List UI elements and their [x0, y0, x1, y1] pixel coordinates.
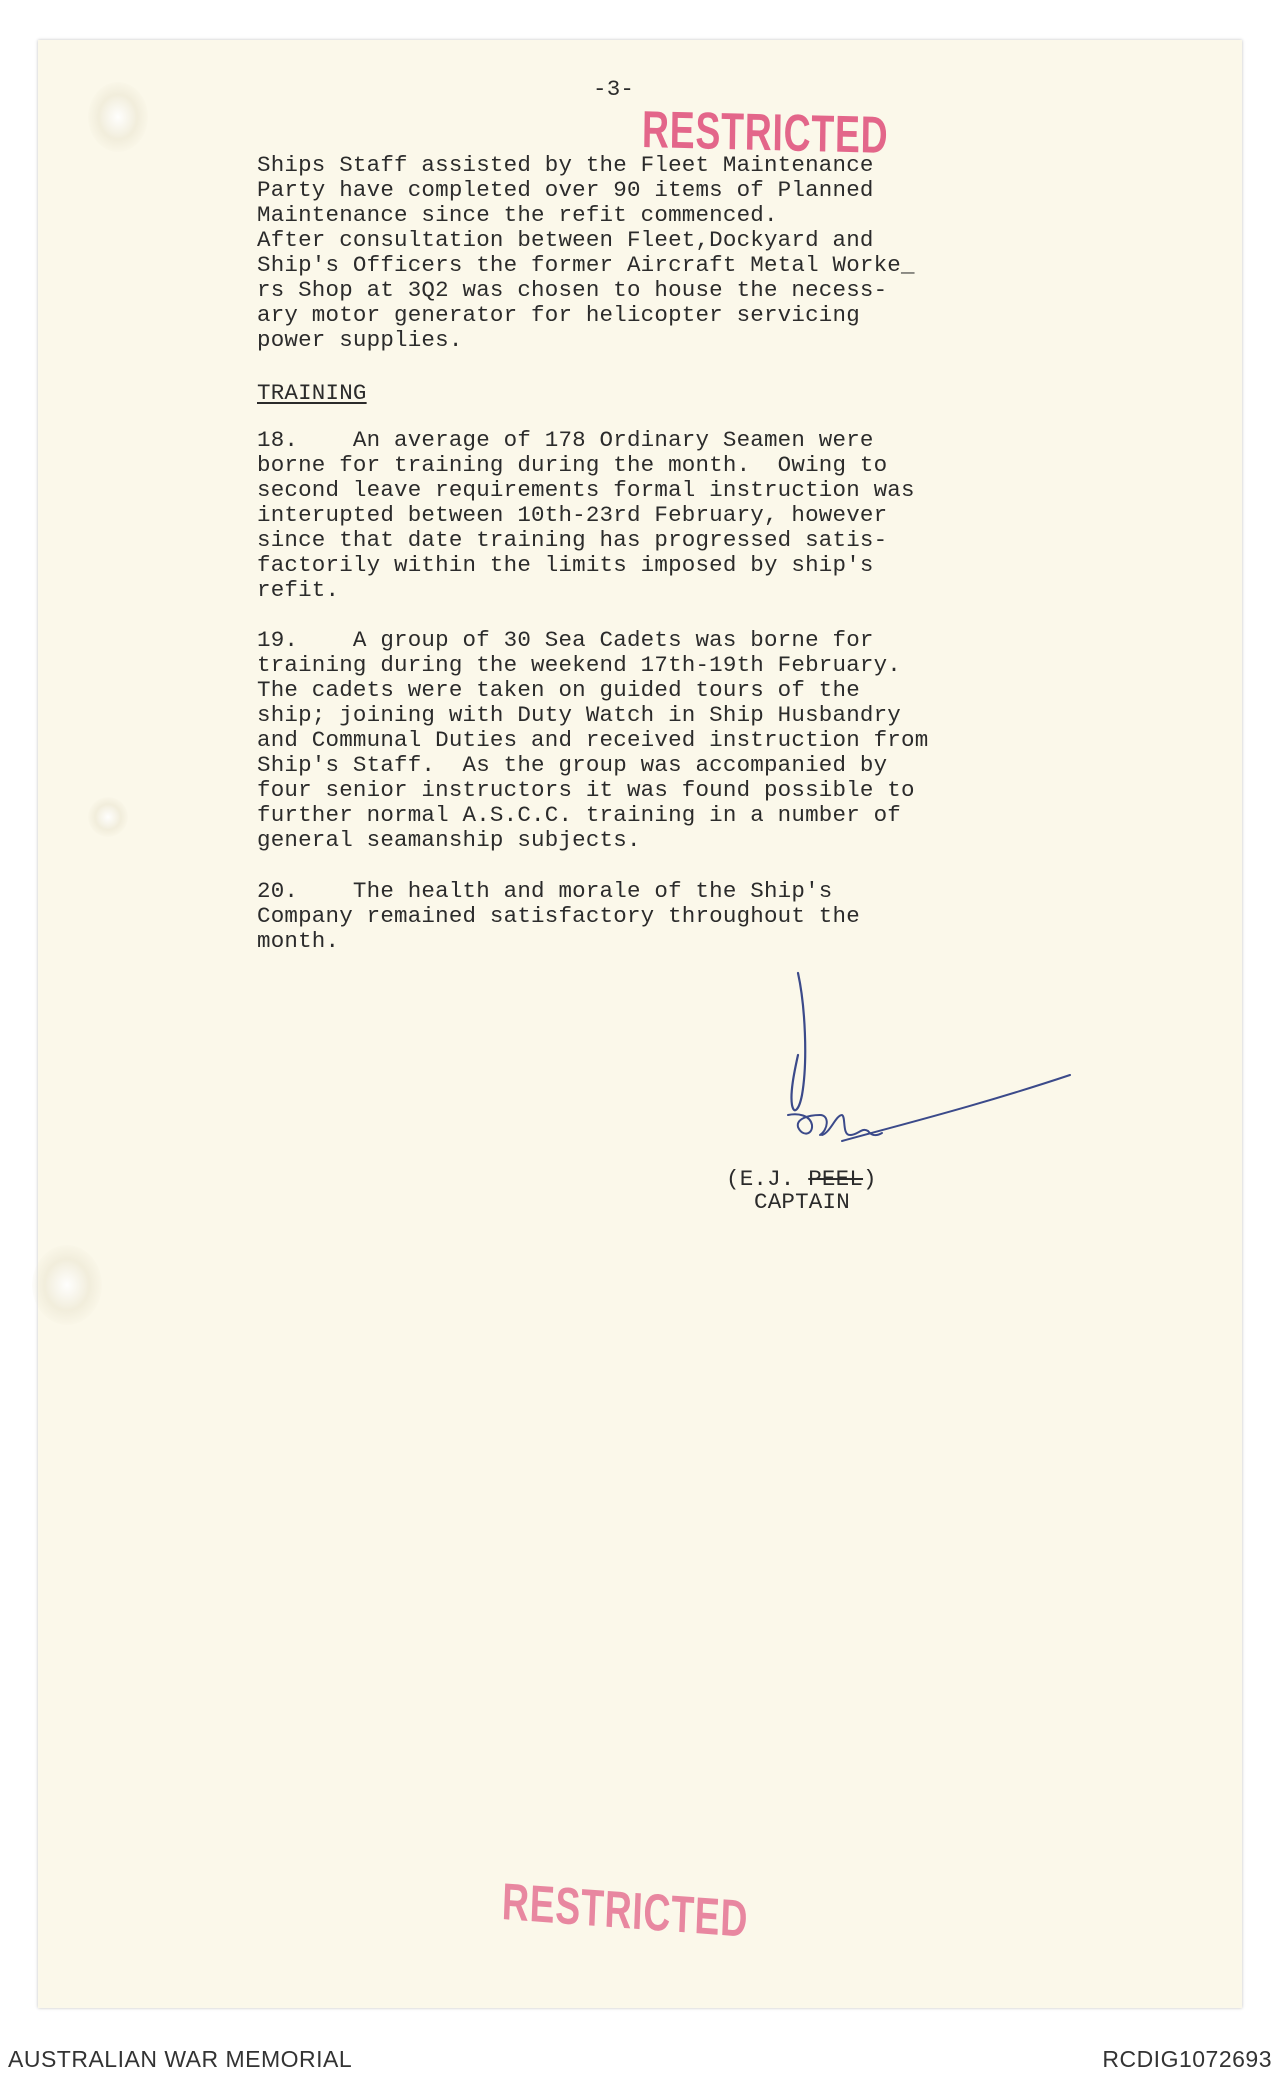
- text-line: four senior instructors it was found possible to: [257, 777, 915, 803]
- name-surname: PEEL: [808, 1166, 864, 1192]
- handwritten-signature: [750, 965, 1080, 1165]
- text-line: refit.: [257, 577, 340, 603]
- text-line: Ships Staff assisted by the Fleet Maintenance: [257, 152, 874, 178]
- text-line: Party have completed over 90 items of Planned: [257, 177, 874, 203]
- name-prefix: (E.J.: [726, 1166, 809, 1192]
- signatory-rank: CAPTAIN: [754, 1189, 850, 1215]
- restricted-stamp-top: RESTRICTED: [641, 101, 889, 165]
- text-line: Ship's Staff. As the group was accompanied by: [257, 752, 888, 778]
- text-line: Company remained satisfactory throughout the: [257, 903, 860, 929]
- text-line: ary motor generator for helicopter servicing: [257, 302, 860, 328]
- paragraph-18: [257, 428, 915, 603]
- footer-record-id: RCDIG1072693: [1102, 2046, 1272, 2072]
- name-suffix: ): [863, 1166, 877, 1192]
- paper-crease: [32, 1245, 102, 1325]
- paragraph-19: [257, 628, 928, 853]
- text-line: factorily within the limits imposed by ship's: [257, 552, 874, 578]
- text-line: 20. The health and morale of the Ship's: [257, 878, 833, 904]
- text-line: The cadets were taken on guided tours of the: [257, 677, 860, 703]
- text-line: further normal A.S.C.C. training in a number of: [257, 802, 902, 828]
- text-line: rs Shop at 3Q2 was chosen to house the necess-: [257, 277, 888, 303]
- text-line: power supplies.: [257, 327, 463, 353]
- text-line: Maintenance since the refit commenced.: [257, 202, 778, 228]
- section-heading-training: TRAINING: [257, 380, 367, 406]
- text-line: month.: [257, 928, 340, 954]
- text-line: Ship's Officers the former Aircraft Metal Worke_: [257, 252, 915, 278]
- text-line: ship; joining with Duty Watch in Ship Husbandry: [257, 702, 902, 728]
- page-number: -3-: [593, 76, 635, 102]
- text-line: training during the weekend 17th-19th February.: [257, 652, 902, 678]
- text-line: After consultation between Fleet,Dockyard and: [257, 227, 874, 253]
- text-line: borne for training during the month. Owing to: [257, 452, 888, 478]
- text-line: and Communal Duties and received instruction from: [257, 727, 929, 753]
- intro-paragraph: [257, 153, 915, 353]
- footer-institution: AUSTRALIAN WAR MEMORIAL: [8, 2046, 353, 2072]
- paper-crease: [88, 82, 148, 152]
- paper-crease: [88, 797, 128, 837]
- text-line: since that date training has progressed satis-: [257, 527, 888, 553]
- text-line: 19. A group of 30 Sea Cadets was borne for: [257, 627, 874, 653]
- text-line: interupted between 10th-23rd February, however: [257, 502, 888, 528]
- restricted-stamp-bottom: RESTRICTED: [500, 1873, 750, 1949]
- text-line: second leave requirements formal instruction was: [257, 477, 915, 503]
- paragraph-20: [257, 879, 860, 954]
- text-line: 18. An average of 178 Ordinary Seamen were: [257, 427, 874, 453]
- text-line: general seamanship subjects.: [257, 827, 641, 853]
